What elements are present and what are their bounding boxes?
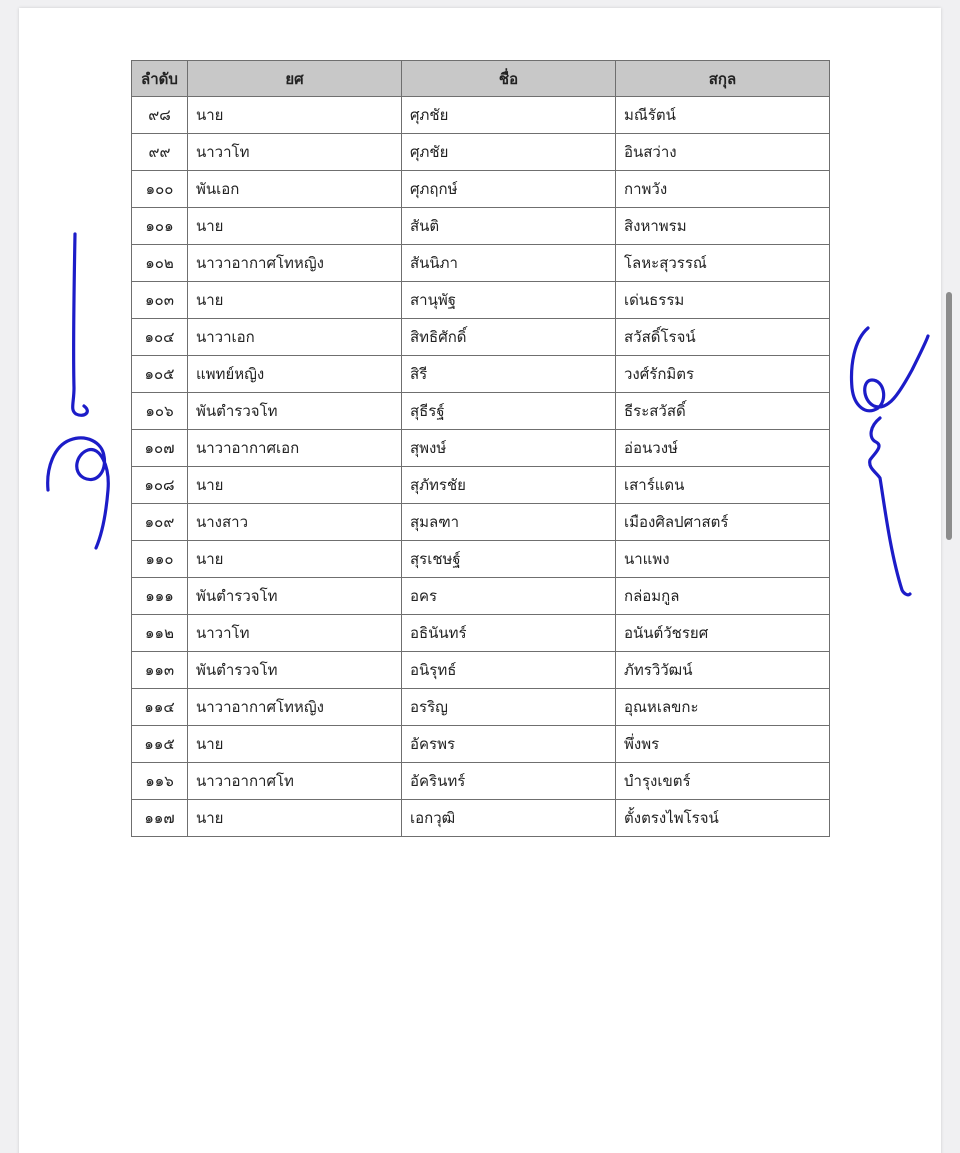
cell-rank: นาย [188, 282, 402, 319]
table-row [132, 430, 830, 467]
cell-first-name: เอกวุฒิ [402, 800, 616, 837]
cell-order: ๑๐๔ [132, 319, 188, 356]
cell-surname: เมืองศิลปศาสตร์ [616, 504, 830, 541]
cell-first-name: ศุภชัย [402, 97, 616, 134]
cell-first-name: อัครินทร์ [402, 763, 616, 800]
cell-order: ๑๐๐ [132, 171, 188, 208]
table-body [132, 97, 830, 837]
header-order: ลำดับ [132, 61, 188, 97]
cell-surname: อุณหเลขกะ [616, 689, 830, 726]
name-roster-table [131, 60, 830, 837]
cell-first-name: สุพงษ์ [402, 430, 616, 467]
cell-rank: นาย [188, 541, 402, 578]
table-row [132, 763, 830, 800]
cell-first-name: อนิรุทธ์ [402, 652, 616, 689]
cell-surname: สวัสดิ์โรจน์ [616, 319, 830, 356]
cell-first-name: สิรี [402, 356, 616, 393]
table-row [132, 245, 830, 282]
cell-rank: นาวาอากาศเอก [188, 430, 402, 467]
left-handwritten-signature [40, 228, 120, 558]
table-row [132, 171, 830, 208]
table-row [132, 319, 830, 356]
table-row [132, 467, 830, 504]
table-row [132, 541, 830, 578]
header-first-name: ชื่อ [402, 61, 616, 97]
cell-first-name: อธินันทร์ [402, 615, 616, 652]
cell-first-name: ศุภชัย [402, 134, 616, 171]
cell-first-name: สุมลฑา [402, 504, 616, 541]
cell-surname: กาพวัง [616, 171, 830, 208]
table-row [132, 282, 830, 319]
cell-surname: พึ่งพร [616, 726, 830, 763]
table-row [132, 615, 830, 652]
cell-surname: วงศ์รักมิตร [616, 356, 830, 393]
cell-order: ๑๑๗ [132, 800, 188, 837]
table-row [132, 800, 830, 837]
cell-first-name: สุธีรฐ์ [402, 393, 616, 430]
table-row [132, 356, 830, 393]
cell-rank: พันตำรวจโท [188, 393, 402, 430]
cell-first-name: ศุภฤกษ์ [402, 171, 616, 208]
cell-order: ๑๐๗ [132, 430, 188, 467]
cell-rank: นาวาอากาศโทหญิง [188, 245, 402, 282]
cell-surname: อ่อนวงษ์ [616, 430, 830, 467]
cell-surname: อินสว่าง [616, 134, 830, 171]
cell-rank: นาวาโท [188, 615, 402, 652]
cell-first-name: อรริญ [402, 689, 616, 726]
cell-rank: แพทย์หญิง [188, 356, 402, 393]
cell-first-name: สันติ [402, 208, 616, 245]
cell-surname: อนันต์วัชรยศ [616, 615, 830, 652]
cell-rank: นาย [188, 726, 402, 763]
table-row [132, 689, 830, 726]
cell-order: ๑๐๙ [132, 504, 188, 541]
table-row [132, 726, 830, 763]
cell-order: ๑๐๑ [132, 208, 188, 245]
cell-first-name: สุภัทรชัย [402, 467, 616, 504]
cell-surname: ธีระสวัสดิ์ [616, 393, 830, 430]
cell-order: ๑๑๕ [132, 726, 188, 763]
cell-surname: ตั้งตรงไพโรจน์ [616, 800, 830, 837]
cell-surname: บำรุงเขตร์ [616, 763, 830, 800]
cell-rank: นาย [188, 467, 402, 504]
cell-surname: สิงหาพรม [616, 208, 830, 245]
cell-surname: ภัทรวิวัฒน์ [616, 652, 830, 689]
cell-rank: นาวาอากาศโท [188, 763, 402, 800]
cell-first-name: อคร [402, 578, 616, 615]
cell-surname: กล่อมกูล [616, 578, 830, 615]
cell-order: ๑๑๑ [132, 578, 188, 615]
cell-rank: นาวาเอก [188, 319, 402, 356]
cell-surname: โลหะสุวรรณ์ [616, 245, 830, 282]
cell-order: ๑๑๓ [132, 652, 188, 689]
cell-rank: พันตำรวจโท [188, 578, 402, 615]
cell-order: ๑๑๒ [132, 615, 188, 652]
cell-order: ๑๐๓ [132, 282, 188, 319]
cell-first-name: สันนิภา [402, 245, 616, 282]
cell-rank: นาย [188, 97, 402, 134]
table-row [132, 393, 830, 430]
table-row [132, 97, 830, 134]
cell-order: ๙๙ [132, 134, 188, 171]
cell-rank: นาวาอากาศโทหญิง [188, 689, 402, 726]
cell-order: ๑๐๕ [132, 356, 188, 393]
cell-surname: เสาร์แดน [616, 467, 830, 504]
cell-order: ๑๑๖ [132, 763, 188, 800]
cell-first-name: อัครพร [402, 726, 616, 763]
cell-order: ๑๐๘ [132, 467, 188, 504]
cell-order: ๑๑๐ [132, 541, 188, 578]
cell-surname: เด่นธรรม [616, 282, 830, 319]
cell-order: ๑๑๔ [132, 689, 188, 726]
table-row [132, 134, 830, 171]
cell-order: ๑๐๖ [132, 393, 188, 430]
table-row [132, 652, 830, 689]
cell-rank: พันตำรวจโท [188, 652, 402, 689]
header-rank: ยศ [188, 61, 402, 97]
document-page [19, 8, 941, 1153]
cell-rank: นาวาโท [188, 134, 402, 171]
table-row [132, 504, 830, 541]
cell-first-name: สิทธิศักดิ์ [402, 319, 616, 356]
vertical-scrollbar[interactable] [946, 292, 952, 540]
cell-surname: นาแพง [616, 541, 830, 578]
cell-surname: มณีรัตน์ [616, 97, 830, 134]
table-header-row [132, 61, 830, 97]
cell-order: ๙๘ [132, 97, 188, 134]
header-surname: สกุล [616, 61, 830, 97]
cell-rank: นาย [188, 800, 402, 837]
cell-rank: นางสาว [188, 504, 402, 541]
cell-first-name: สานุพัฐ [402, 282, 616, 319]
cell-order: ๑๐๒ [132, 245, 188, 282]
cell-first-name: สุรเชษฐ์ [402, 541, 616, 578]
table-row [132, 208, 830, 245]
right-handwritten-signature [840, 322, 940, 604]
cell-rank: นาย [188, 208, 402, 245]
cell-rank: พันเอก [188, 171, 402, 208]
table-row [132, 578, 830, 615]
